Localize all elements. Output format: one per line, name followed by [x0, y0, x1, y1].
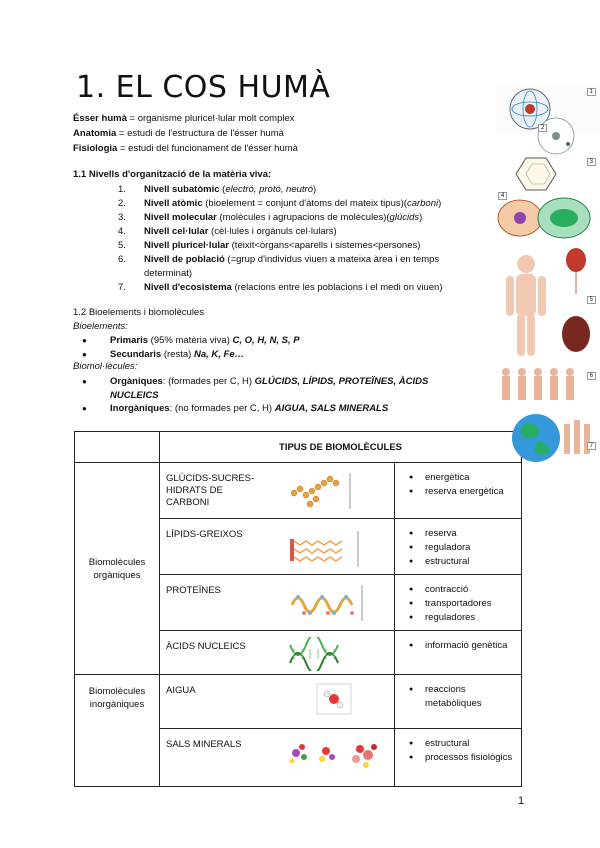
level-badge: 3 [587, 158, 596, 166]
lipid-chain-icon [288, 527, 368, 571]
table-row [75, 675, 522, 729]
bullet-icon: ● [82, 404, 87, 413]
level-item: 3. Nivell molecular (molècules i agrupacions de molècules)(glúcids) [118, 212, 423, 223]
level-badge: 5 [587, 296, 596, 304]
bioelements-label: Bioelements: [73, 321, 128, 332]
molecule-name: LÍPIDS-GREIXOS [166, 529, 243, 540]
inorganic-category: Biomolècules inorgàniques [75, 675, 160, 787]
molecule-icon [496, 150, 600, 194]
organization-levels-illustration [496, 84, 600, 464]
functions-cell [395, 729, 522, 787]
section-1-title: 1.1 Nivells d'organització de la matèria viva: [73, 169, 272, 180]
molecule-name: PROTEÏNES [166, 585, 221, 596]
definition-ésser-humà: Ésser humà = organisme pluricel·lular molt complex [73, 113, 295, 124]
level-badge: 7 [587, 442, 596, 450]
function-item: ● reguladora [413, 541, 521, 555]
function-item: ● contracció [413, 583, 521, 597]
level-badge: 1 [587, 88, 596, 96]
level-item: 2. Nivell atòmic (bioelement = conjunt d'àtoms del mateix tipus)(carboni) [118, 198, 442, 209]
function-item: ● estructural [413, 555, 521, 569]
biomolecules-table [74, 431, 522, 787]
human-body-icon [496, 248, 600, 358]
molecule-name: SALS MINERALS [166, 739, 242, 750]
level-badge: 6 [587, 372, 596, 380]
level-item: 4. Nivell cel·lular (cèl·lules i orgànuls cel·lulars) [118, 226, 337, 237]
definitions [73, 111, 298, 156]
level-item: 6. Nivell de població (=grup d'individus viuen a mateixa àrea i en temps determinat) [118, 254, 440, 279]
function-item: ● reguladores [413, 611, 521, 625]
function-item: ● estructural [413, 737, 521, 751]
definition-anatomia: Anatomia = estudi de l'estructura de l'ésser humà [73, 128, 284, 139]
bullet-icon: ● [82, 350, 87, 359]
cell-icon [496, 190, 600, 244]
table-header-row [75, 432, 522, 463]
function-item: ● reserva energètica [413, 485, 521, 499]
functions-cell [395, 519, 522, 575]
level-item: 5. Nivell pluricel·lular (teixit<òrgans<aparells i sistemes<persones) [118, 240, 421, 251]
mineral-salts-icon [288, 735, 388, 775]
bullet-icon: ● [82, 336, 87, 345]
level-item: 1. Nivell subatòmic (electró, protó, neutró) [118, 184, 317, 195]
table-header: TIPUS DE BIOMOLÈCULES [160, 432, 522, 463]
function-item: ● reserva [413, 527, 521, 541]
function-item: ● processos fisiològics [413, 751, 521, 765]
level-badge: 4 [498, 192, 507, 200]
function-item: ● energètica [413, 471, 521, 485]
page-title: 1. EL COS HUMÀ [76, 70, 331, 105]
secundaris-item: ● Secundaris (resta) Na, K, Fe… [82, 349, 245, 360]
functions-cell [395, 575, 522, 631]
page-number: 1 [518, 795, 525, 807]
organization-levels-list [118, 183, 488, 295]
biomolecules-label: Biomol·lècules: [73, 361, 138, 372]
definition-fisiologia: Fisiologia = estudi del funcionament de l'ésser humà [73, 143, 298, 154]
section-2-title: 1.2 Bioelements i biomolècules [73, 307, 204, 318]
dna-icon [288, 637, 348, 671]
population-icon [496, 364, 600, 408]
level-item: 7. Nivell d'ecosistema (relacions entre les poblacions i el medi on viuen) [118, 282, 443, 293]
water-molecule-icon [316, 683, 356, 717]
molecule-name: AIGUA [166, 685, 196, 696]
level-badge: 2 [538, 124, 547, 132]
molecule-name: GLÚCIDS-SUCRES-HIDRATS DE CARBONI [166, 473, 255, 508]
function-item: ● transportadores [413, 597, 521, 611]
organiques-item: ● Orgàniques: (formades per C, H) GLÚCIDS, LÍPIDS, PROTEÏNES, ÀCIDS NUCLEICS [82, 376, 429, 401]
bullet-icon: ● [82, 377, 87, 386]
organic-category: Biomolècules orgàniques [75, 463, 160, 675]
functions-cell [395, 675, 522, 729]
functions-cell [395, 463, 522, 519]
molecule-name: ÀCIDS NUCLEICS [166, 641, 246, 652]
protein-helix-icon [288, 583, 368, 623]
table-row [75, 463, 522, 519]
inorganiques-item: ● Inorgàniques: (no formades per C, H) AIGUA, SALS MINERALS [82, 403, 389, 414]
glucid-chain-icon [288, 471, 358, 511]
functions-cell [395, 631, 522, 675]
function-item: ● informació genètica [413, 639, 521, 653]
function-item: ● reaccions metabòliques [413, 683, 521, 711]
primaris-item: ● Primaris (95% matèria viva) C, O, H, N, S, P [82, 335, 300, 346]
ecosystem-icon [496, 410, 600, 464]
